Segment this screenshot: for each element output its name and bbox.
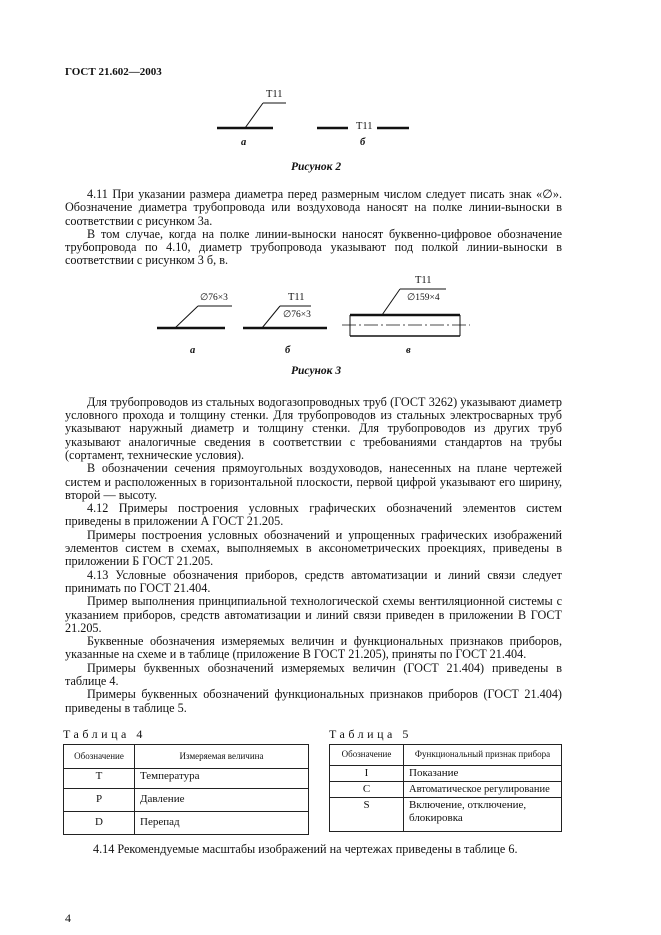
fig2-sub-b: б: [360, 137, 366, 148]
fig3-sub-v: в: [406, 344, 411, 356]
paragraph: 4.11 При указании размера диаметра перед размерным числом следует писать знак «∅». Обозначение диаметра трубопровода или воздуховода наносят на полке линии-выноски в соответствии с рисунком 3а.: [65, 187, 562, 228]
paragraph-4-11: [65, 188, 562, 268]
paragraph: 4.12 Примеры построения условных графических обозначений элементов систем приведены в приложении А ГОСТ 21.205.: [65, 501, 562, 529]
fig3-sub-a: а: [190, 344, 196, 356]
paragraph: Пример выполнения принципиальной технологической схемы вентиляционной системы с указанием приборов, средств автоматизации и линий связи приведен в приложении В ГОСТ 21.205.: [65, 594, 562, 635]
fig3a-leader-line: [175, 306, 198, 328]
table-cell: T: [64, 768, 135, 788]
table-row: [64, 768, 309, 788]
table-header: Измеряемая величина: [135, 744, 309, 768]
table-cell: D: [64, 811, 135, 834]
table-4-caption: Таблица 4: [63, 726, 146, 741]
table-cell: Перепад: [135, 811, 309, 834]
paragraph: Примеры построения условных обозначений и упрощенных графических изображений элементов систем в схемах, выполняемых в аксонометрических проекциях, приведены в приложении Б ГОСТ 21.205.: [65, 527, 562, 569]
table-row: [330, 797, 562, 831]
figure-3: [65, 272, 562, 382]
table-5: [329, 744, 562, 832]
body-text: [65, 396, 562, 715]
page-number: 4: [65, 911, 71, 926]
table-header: Обозначение: [64, 744, 135, 768]
figure-2-caption: Рисунок 2: [291, 161, 342, 173]
page-content: [65, 86, 562, 926]
fig2a-label: Т11: [266, 89, 283, 100]
table-4: [63, 744, 309, 835]
table-row: [64, 788, 309, 811]
table-cell: I: [330, 765, 404, 781]
table-cell: Автоматическое регулирование: [404, 781, 562, 797]
table-row: [64, 811, 309, 834]
table-5-caption: Таблица 5: [329, 726, 412, 741]
document-header: ГОСТ 21.602—2003: [65, 66, 162, 78]
table-cell: Включение, отключение, блокировка: [404, 797, 562, 831]
paragraph: Примеры буквенных обозначений функциональных признаков приборов (ГОСТ 21.404) приведены в таблице 5.: [65, 687, 562, 715]
paragraph: 4.13 Условные обозначения приборов, средств автоматизации и линий связи следует принимать по ГОСТ 21.404.: [65, 567, 562, 595]
fig3b-bottom-label: ∅76×3: [283, 309, 311, 320]
table-5-block: [329, 727, 562, 835]
fig3v-top-label: Т11: [415, 274, 432, 286]
table-cell: P: [64, 788, 135, 811]
paragraph-4-14: 4.14 Рекомендуемые масштабы изображений на чертежах приведены в таблице 6.: [93, 841, 518, 856]
table-row: [330, 781, 562, 797]
fig2-sub-a: а: [241, 137, 247, 148]
fig3b-leader-line: [262, 306, 280, 328]
paragraph: В том случае, когда на полке линии-выноски наносят буквенно-цифровое обозначение трубопровода по 4.10, диаметр трубопровода указывают под полкой линии-выноски в соответствии с рисунком 3 б, в.: [65, 226, 562, 268]
fig3a-label: ∅76×3: [200, 292, 228, 303]
table-header: Функциональный признак прибора: [404, 744, 562, 765]
fig3v-bottom-label: ∅159×4: [407, 292, 440, 303]
tables-row: [65, 727, 562, 835]
fig2a-leader-line: [245, 103, 263, 128]
paragraph: Для трубопроводов из стальных водогазопроводных труб (ГОСТ 3262) указывают диаметр условного прохода и толщину стенки. Для трубопроводов из стальных электросварных труб указывают наружный диаметр и толщину стенки. Для трубопроводов из других труб указывают аналогичные сведения в соответствии с требованиями стандартов на трубы (сортамент, технические условия).: [65, 394, 562, 462]
table-cell: Температура: [135, 768, 309, 788]
fig2b-label: Т11: [356, 121, 373, 132]
table-cell: S: [330, 797, 404, 831]
table-cell: Давление: [135, 788, 309, 811]
figure-2: [65, 86, 562, 182]
paragraph: В обозначении сечения прямоугольных воздуховодов, нанесенных на плане чертежей систем и расположенных в горизонтальной плоскости, первой цифрой указывают его ширину, второй — высоту.: [65, 461, 562, 502]
table-header: Обозначение: [330, 744, 404, 765]
figure-3-caption: Рисунок 3: [291, 364, 342, 377]
fig3b-top-label: Т11: [288, 291, 305, 303]
table-cell: C: [330, 781, 404, 797]
table-4-block: [63, 727, 309, 835]
fig3-sub-b: б: [285, 344, 291, 356]
fig3v-leader-line: [382, 289, 400, 315]
paragraph: Примеры буквенных обозначений измеряемых величин (ГОСТ 21.404) приведены в таблице 4.: [65, 660, 562, 689]
table-cell: Показание: [404, 765, 562, 781]
paragraph: Буквенные обозначения измеряемых величин и функциональных признаков приборов, указанные на схеме и в таблице (приложение В ГОСТ 21.205), приняты по ГОСТ 21.404.: [65, 634, 562, 662]
table-row: [330, 765, 562, 781]
